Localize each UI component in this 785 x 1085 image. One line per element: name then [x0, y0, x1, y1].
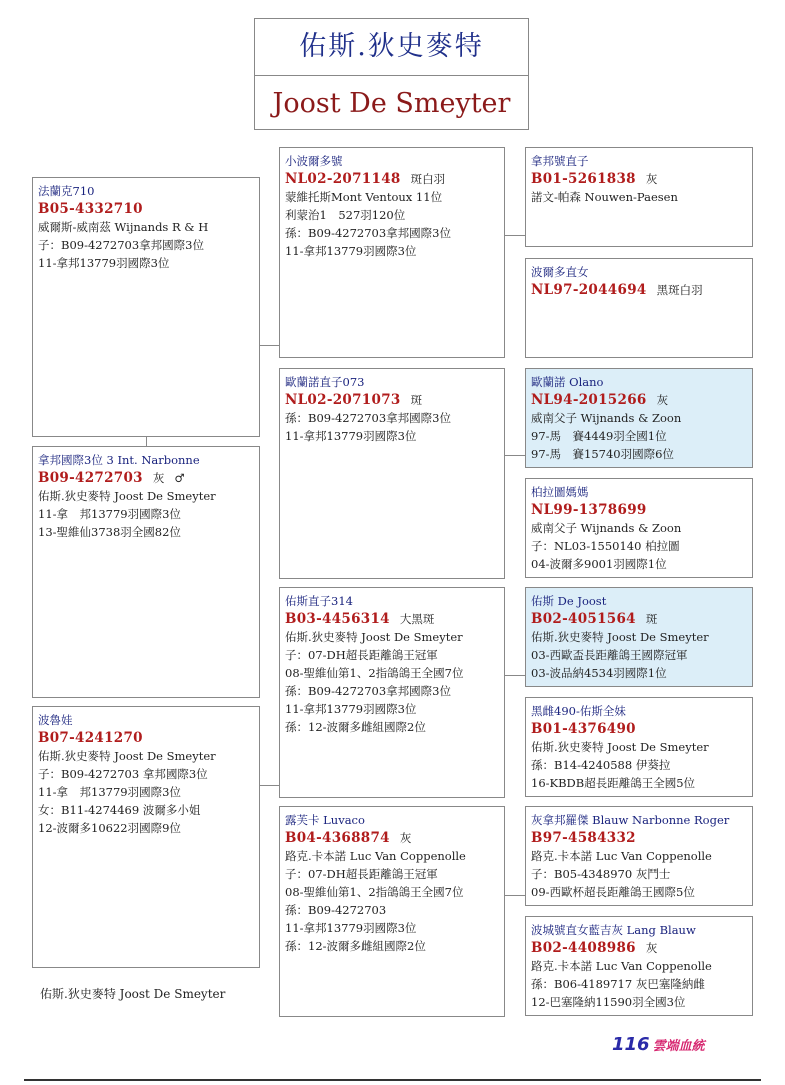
bird-name: 佑斯直子314: [285, 594, 353, 608]
info-line: 路克.卡本諾 Luc Van Coppenolle: [531, 959, 712, 973]
info-line: 孫：12-波爾多雌組國際2位: [285, 939, 426, 953]
feather-color: 灰: [645, 941, 658, 955]
bird-name: 波魯娃: [38, 713, 73, 727]
bird-name: 柏拉圖媽媽: [531, 485, 589, 499]
info-line: 09-西歐杯超長距離鴿王國際5位: [531, 885, 695, 899]
info-line: 孫：12-波爾多雌組國際2位: [285, 720, 426, 734]
info-line: 16-KBDB超長距離鴿王全國5位: [531, 776, 696, 790]
info-line: 子：B09-4272703拿邦國際3位: [38, 238, 205, 252]
ring-number: B97-4584332: [531, 830, 636, 846]
bird-name: 灰拿邦羅傑 Blauw Narbonne Roger: [531, 813, 730, 827]
feather-color: 斑白羽: [410, 172, 446, 186]
info-line: 佑斯.狄史麥特 Joost De Smeyter: [531, 740, 709, 754]
connector-line: [505, 895, 525, 896]
info-line: 孫：B09-4272703拿邦國際3位: [285, 411, 452, 425]
connector-line: [505, 235, 525, 236]
sex-symbol: ♂: [174, 471, 185, 485]
info-line: 12-波爾多10622羽國際9位: [38, 821, 181, 835]
ring-number: NL97-2044694: [531, 282, 647, 298]
feather-color: 灰: [656, 393, 669, 407]
bird-name: 露芙卡 Luvaco: [285, 813, 365, 827]
ring-number: NL02-2071148: [285, 171, 401, 187]
bird-name: 拿邦國際3位 3 Int. Narbonne: [38, 453, 200, 467]
info-line: 97-馬 賽4449羽全國1位: [531, 429, 667, 443]
connector-line: [259, 345, 279, 346]
sire-card: [32, 446, 260, 698]
great-grandparent-card-7: [525, 806, 753, 906]
info-line: 11-拿邦13779羽國際3位: [285, 429, 417, 443]
pedigree-title-box: [254, 18, 529, 130]
feather-color: 斑: [410, 393, 423, 407]
subject-bird-card: [32, 177, 260, 437]
info-line: 孫：B14-4240588 伊葵拉: [531, 758, 671, 772]
info-line: 08-聖維仙第1、2指鴿鴿王全國7位: [285, 666, 464, 680]
title-chinese: 佑斯.狄史麥特: [255, 19, 528, 76]
great-grandparent-card-3: [525, 368, 753, 468]
grandparent-card-2: [279, 368, 505, 579]
info-line: 威南父子 Wijnands & Zoon: [531, 411, 682, 425]
logo-number: 116: [612, 1034, 650, 1055]
info-line: 路克.卡本諾 Luc Van Coppenolle: [285, 849, 466, 863]
info-line: 孫：B09-4272703拿邦國際3位: [285, 684, 452, 698]
info-line: 97-馬 賽15740羽國際6位: [531, 447, 674, 461]
info-line: 11-拿邦13779羽國際3位: [285, 921, 417, 935]
ring-number: NL99-1378699: [531, 502, 647, 518]
grandparent-card-1: [279, 147, 505, 358]
info-line: 04-波爾多9001羽國際1位: [531, 557, 667, 571]
ring-number: NL02-2071073: [285, 392, 401, 408]
info-line: 佑斯.狄史麥特 Joost De Smeyter: [531, 630, 709, 644]
bird-name: 歐蘭諾直子073: [285, 375, 365, 389]
info-line: 孫：B06-4189717 灰巴塞隆納雌: [531, 977, 705, 991]
feather-color: 灰: [399, 831, 412, 845]
info-line: 12-巴塞隆納11590羽全國3位: [531, 995, 686, 1009]
info-line: 子：NL03-1550140 柏拉圖: [531, 539, 680, 553]
site-logo[interactable]: [612, 1034, 722, 1056]
dam-card: [32, 706, 260, 968]
feather-color: 黑斑白羽: [656, 283, 703, 297]
info-line: 13-聖維仙3738羽全國82位: [38, 525, 181, 539]
bird-name: 黑雌490-佑斯全妹: [531, 704, 626, 718]
bird-name: 波城號直女藍吉灰 Lang Blauw: [531, 923, 696, 937]
ring-number: B02-4408986: [531, 940, 636, 956]
grandparent-card-4: [279, 806, 505, 1017]
info-line: 11-拿邦13779羽國際3位: [285, 702, 417, 716]
feather-color: 灰: [645, 172, 658, 186]
great-grandparent-card-4: [525, 478, 753, 578]
info-line: 威南父子 Wijnands & Zoon: [531, 521, 682, 535]
info-line: 佑斯.狄史麥特 Joost De Smeyter: [285, 630, 463, 644]
info-line: 利蒙治1 527羽120位: [285, 208, 406, 222]
bird-name: 法蘭克710: [38, 184, 95, 198]
bird-name: 波爾多直女: [531, 265, 589, 279]
info-line: 子：07-DH超長距離鴿王冠軍: [285, 867, 438, 881]
info-line: 孫：B09-4272703拿邦國際3位: [285, 226, 452, 240]
info-line: 路克.卡本諾 Luc Van Coppenolle: [531, 849, 712, 863]
great-grandparent-card-6: [525, 697, 753, 797]
info-line: 孫：B09-4272703: [285, 903, 387, 917]
connector-line: [259, 785, 279, 786]
info-line: 11-拿 邦13779羽國際3位: [38, 507, 181, 521]
title-english: Joost De Smeyter: [272, 88, 511, 119]
ring-number: B07-4241270: [38, 730, 143, 746]
info-line: 03-西歐盃長距離鴿王國際冠軍: [531, 648, 688, 662]
ring-number: NL94-2015266: [531, 392, 647, 408]
ring-number: B02-4051564: [531, 611, 636, 627]
grandparent-card-3: [279, 587, 505, 798]
ring-number: B03-4456314: [285, 611, 390, 627]
info-line: 08-聖維仙第1、2指鴿鴿王全國7位: [285, 885, 464, 899]
great-grandparent-card-1: [525, 147, 753, 247]
info-line: 女：B11-4274469 波爾多小姐: [38, 803, 201, 817]
logo-text: 雲端血統: [652, 1039, 705, 1054]
great-grandparent-card-8: [525, 916, 753, 1016]
ring-number: B09-4272703: [38, 470, 143, 486]
bottom-divider: [24, 1079, 761, 1081]
info-line: 威爾斯-威南茲 Wijnands R & H: [38, 220, 209, 234]
connector-line: [505, 455, 525, 456]
info-line: 佑斯.狄史麥特 Joost De Smeyter: [38, 489, 216, 503]
info-line: 子：07-DH超長距離鴿王冠軍: [285, 648, 438, 662]
ring-number: B04-4368874: [285, 830, 390, 846]
ring-number: B01-4376490: [531, 721, 636, 737]
breeder-signature: 佑斯.狄史麥特 Joost De Smeyter: [40, 987, 226, 1001]
great-grandparent-card-2: [525, 258, 753, 358]
bird-name: 歐蘭諾 Olano: [531, 375, 604, 389]
bird-name: 佑斯 De Joost: [531, 594, 607, 608]
ring-number: B05-4332710: [38, 201, 143, 217]
feather-color: 斑: [645, 612, 658, 626]
bird-name: 拿邦號直子: [531, 154, 589, 168]
info-line: 子：B05-4348970 灰鬥士: [531, 867, 671, 881]
connector-line: [146, 436, 147, 446]
info-line: 佑斯.狄史麥特 Joost De Smeyter: [38, 749, 216, 763]
info-line: 03-波品納4534羽國際1位: [531, 666, 667, 680]
info-line: 11-拿邦13779羽國際3位: [285, 244, 417, 258]
info-line: 11-拿邦13779羽國際3位: [38, 256, 170, 270]
connector-line: [505, 675, 525, 676]
bird-name: 小波爾多號: [285, 154, 343, 168]
info-line: 蒙維托斯Mont Ventoux 11位: [285, 190, 443, 204]
feather-color: 灰: [152, 471, 165, 485]
info-line: 子：B09-4272703 拿邦國際3位: [38, 767, 208, 781]
info-line: 諾文-帕森 Nouwen-Paesen: [531, 190, 678, 204]
great-grandparent-card-5: [525, 587, 753, 687]
ring-number: B01-5261838: [531, 171, 636, 187]
info-line: 11-拿 邦13779羽國際3位: [38, 785, 181, 799]
feather-color: 大黑斑: [399, 612, 435, 626]
